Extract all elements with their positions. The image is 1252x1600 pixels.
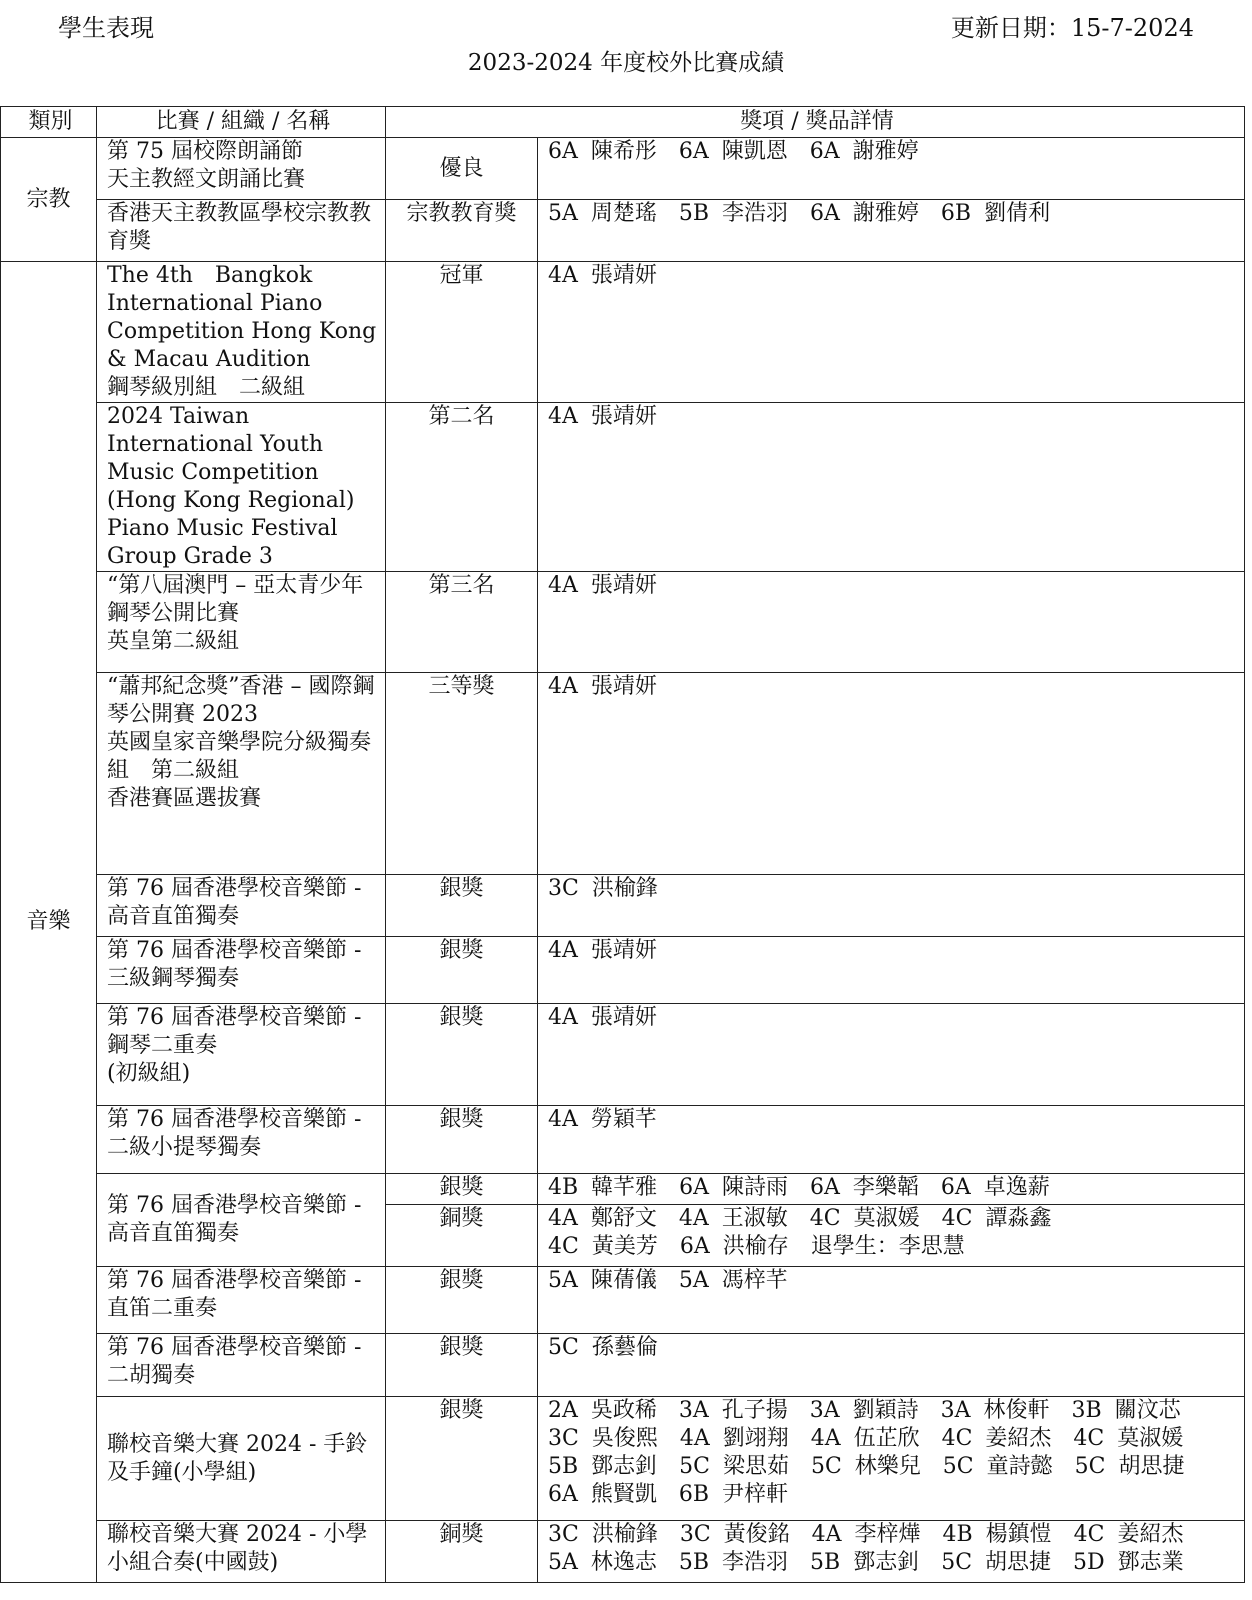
category-religion: 宗教 xyxy=(1,138,97,262)
cell-text-line: 第 76 屆香港學校音樂節 - 鋼琴二重奏 xyxy=(107,1005,362,1058)
cell-text-line: 第 76 屆香港學校音樂節 - 高音直笛獨奏 xyxy=(107,1193,362,1246)
cell-text-line: 英皇第二級組 xyxy=(107,629,240,654)
table-row xyxy=(1,875,1245,937)
table-row xyxy=(1,200,1245,262)
competition-name xyxy=(97,1334,386,1397)
award-name: 銀獎 xyxy=(386,1267,538,1334)
cell-text-line: (初級組) xyxy=(107,1061,191,1086)
cell-text-line: 2024 Taiwan International Youth Music Competition (Hong Kong Regional) Piano Music Festival Group Grade 3 xyxy=(107,404,355,569)
cell-text-line: 4B 韓芊雅 6A 陳詩雨 6A 李樂韜 6A 卓逸薪 xyxy=(548,1175,1050,1200)
competition-name xyxy=(97,1106,386,1174)
cell-text-line: 4A 張靖妍 xyxy=(548,938,657,963)
cell-text-line: 第 76 屆香港學校音樂節 - 直笛二重奏 xyxy=(107,1268,362,1321)
table-row xyxy=(1,1004,1245,1106)
competition-name xyxy=(97,1521,386,1583)
cell-text-line: 5C 孫藝倫 xyxy=(548,1335,658,1360)
winners xyxy=(538,673,1245,875)
col-header-competition: 比賽 / 組織 / 名稱 xyxy=(97,107,386,138)
winners xyxy=(538,572,1245,673)
competition-name xyxy=(97,138,386,200)
cell-text-line: 4A 張靖妍 xyxy=(548,1005,657,1030)
cell-text-line: 4A 張靖妍 xyxy=(548,404,657,429)
table-row xyxy=(1,1521,1245,1583)
winners xyxy=(538,937,1245,1004)
category-music: 音樂 xyxy=(1,262,97,1583)
winners xyxy=(538,1267,1245,1334)
competition-name xyxy=(97,200,386,262)
cell-text-line: 4A 張靖妍 xyxy=(548,674,657,699)
winners xyxy=(538,200,1245,262)
cell-text-line: 4A 勞穎芊 xyxy=(548,1107,657,1132)
cell-text-line: 2A 吳政稀 3A 孔子揚 3A 劉穎詩 3A 林俊軒 3B 關汶芯 xyxy=(548,1398,1181,1423)
cell-text-line: 4C 黃美芳 6A 洪榆存 退學生：李思慧 xyxy=(548,1234,965,1259)
award-name: 銀獎 xyxy=(386,1106,538,1174)
cell-text-line: 第 75 屆校際朗誦節 xyxy=(107,139,303,164)
winners xyxy=(538,1397,1245,1521)
table-row xyxy=(1,1397,1245,1521)
award-name: 銀獎 xyxy=(386,1334,538,1397)
award-name: 優良 xyxy=(386,138,538,200)
competition-name xyxy=(97,875,386,937)
cell-text-line: 聯校音樂大賽 2024 - 手鈴及手鐘(小學組) xyxy=(107,1431,368,1485)
winners xyxy=(538,1334,1245,1397)
winners xyxy=(538,875,1245,937)
table-row xyxy=(1,1174,1245,1205)
cell-text-line: “第八屆澳門 – 亞太青少年鋼琴公開比賽 xyxy=(107,573,364,626)
winners xyxy=(538,1205,1245,1267)
table-header-row xyxy=(1,107,1245,138)
cell-text-line: 3C 吳俊熙 4A 劉翊翔 4A 伍芷欣 4C 姜紹杰 4C 莫淑媛 xyxy=(548,1426,1184,1451)
cell-text-line: 第 76 屆香港學校音樂節 - 二胡獨奏 xyxy=(107,1335,362,1388)
cell-text-line: 第 76 屆香港學校音樂節 - 三級鋼琴獨奏 xyxy=(107,938,362,991)
competition-name xyxy=(97,937,386,1004)
competition-name xyxy=(97,1267,386,1334)
page-section-label: 學生表現 xyxy=(58,14,154,42)
table-row xyxy=(1,673,1245,875)
cell-text-line: 6A 陳希彤 6A 陳凱恩 6A 謝雅婷 xyxy=(548,139,919,164)
award-name: 銀獎 xyxy=(386,1174,538,1205)
cell-text-line: 5A 林逸志 5B 李浩羽 5B 鄧志釗 5C 胡思捷 5D 鄧志業 xyxy=(548,1550,1184,1575)
cell-text-line: 4A 張靖妍 xyxy=(548,573,657,598)
table-row xyxy=(1,1267,1245,1334)
col-header-award-details: 獎項 / 獎品詳情 xyxy=(386,107,1245,138)
cell-text-line: 第 76 屆香港學校音樂節 - 二級小提琴獨奏 xyxy=(107,1107,362,1160)
award-name: 銀獎 xyxy=(386,1004,538,1106)
col-header-category: 類別 xyxy=(1,107,97,138)
cell-text-line: “蕭邦紀念獎”香港 – 國際鋼琴公開賽 2023 xyxy=(107,674,375,727)
winners xyxy=(538,403,1245,572)
award-name: 銀獎 xyxy=(386,937,538,1004)
competition-name xyxy=(97,1397,386,1521)
page-title: 2023-2024 年度校外比賽成績 xyxy=(467,50,785,76)
competition-name xyxy=(97,403,386,572)
award-name: 冠軍 xyxy=(386,262,538,403)
cell-text-line: 英國皇家音樂學院分級獨奏組 第二級組 xyxy=(107,730,372,783)
competition-name xyxy=(97,262,386,403)
cell-text-line: 聯校音樂大賽 2024 - 小學小組合奏(中國鼓) xyxy=(107,1522,368,1575)
table-row xyxy=(1,262,1245,403)
award-name: 銀獎 xyxy=(386,1397,538,1521)
cell-text-line: 4A 張靖妍 xyxy=(548,263,657,288)
winners xyxy=(538,1174,1245,1205)
results-table xyxy=(0,106,1245,1583)
winners xyxy=(538,138,1245,200)
table-row xyxy=(1,1106,1245,1174)
cell-text-line: 6A 熊賢凱 6B 尹梓軒 xyxy=(548,1482,789,1507)
cell-text-line: 香港賽區選拔賽 xyxy=(107,786,262,811)
award-name: 三等獎 xyxy=(386,673,538,875)
award-name: 宗教教育獎 xyxy=(386,200,538,262)
competition-name xyxy=(97,1004,386,1106)
winners xyxy=(538,1004,1245,1106)
cell-text-line: 3C 洪榆鋒 xyxy=(548,876,658,901)
cell-text-line: 天主教經文朗誦比賽 xyxy=(107,167,306,192)
table-row xyxy=(1,572,1245,673)
table-row xyxy=(1,1334,1245,1397)
cell-text-line: 3C 洪榆鋒 3C 黃俊銘 4A 李梓燁 4B 楊鎮愷 4C 姜紹杰 xyxy=(548,1522,1184,1547)
competition-name xyxy=(97,673,386,875)
cell-text-line: The 4th Bangkok International Piano Competition Hong Kong & Macau Audition xyxy=(107,263,377,372)
cell-text-line: 5A 陳蒨儀 5A 馮梓芊 xyxy=(548,1268,788,1293)
award-name: 銀獎 xyxy=(386,875,538,937)
update-date: 更新日期：15-7-2024 xyxy=(950,14,1194,42)
competition-name xyxy=(97,572,386,673)
award-name: 第二名 xyxy=(386,403,538,572)
table-row xyxy=(1,138,1245,200)
cell-text-line: 鋼琴級別組 二級組 xyxy=(107,375,306,400)
competition-name xyxy=(97,1174,386,1267)
cell-text-line: 5B 鄧志釗 5C 梁思茹 5C 林樂兒 5C 童詩懿 5C 胡思捷 xyxy=(548,1454,1185,1479)
award-name: 銅獎 xyxy=(386,1521,538,1583)
winners xyxy=(538,1521,1245,1583)
award-name: 銅獎 xyxy=(386,1205,538,1267)
cell-text-line: 4A 鄭舒文 4A 王淑敏 4C 莫淑媛 4C 譚淼鑫 xyxy=(548,1206,1052,1231)
cell-text-line: 第 76 屆香港學校音樂節 - 高音直笛獨奏 xyxy=(107,876,362,929)
table-row xyxy=(1,937,1245,1004)
winners xyxy=(538,262,1245,403)
table-row xyxy=(1,403,1245,572)
winners xyxy=(538,1106,1245,1174)
cell-text-line: 香港天主教教區學校宗教教育獎 xyxy=(107,201,372,254)
cell-text-line: 5A 周楚瑤 5B 李浩羽 6A 謝雅婷 6B 劉倩利 xyxy=(548,201,1051,226)
award-name: 第三名 xyxy=(386,572,538,673)
